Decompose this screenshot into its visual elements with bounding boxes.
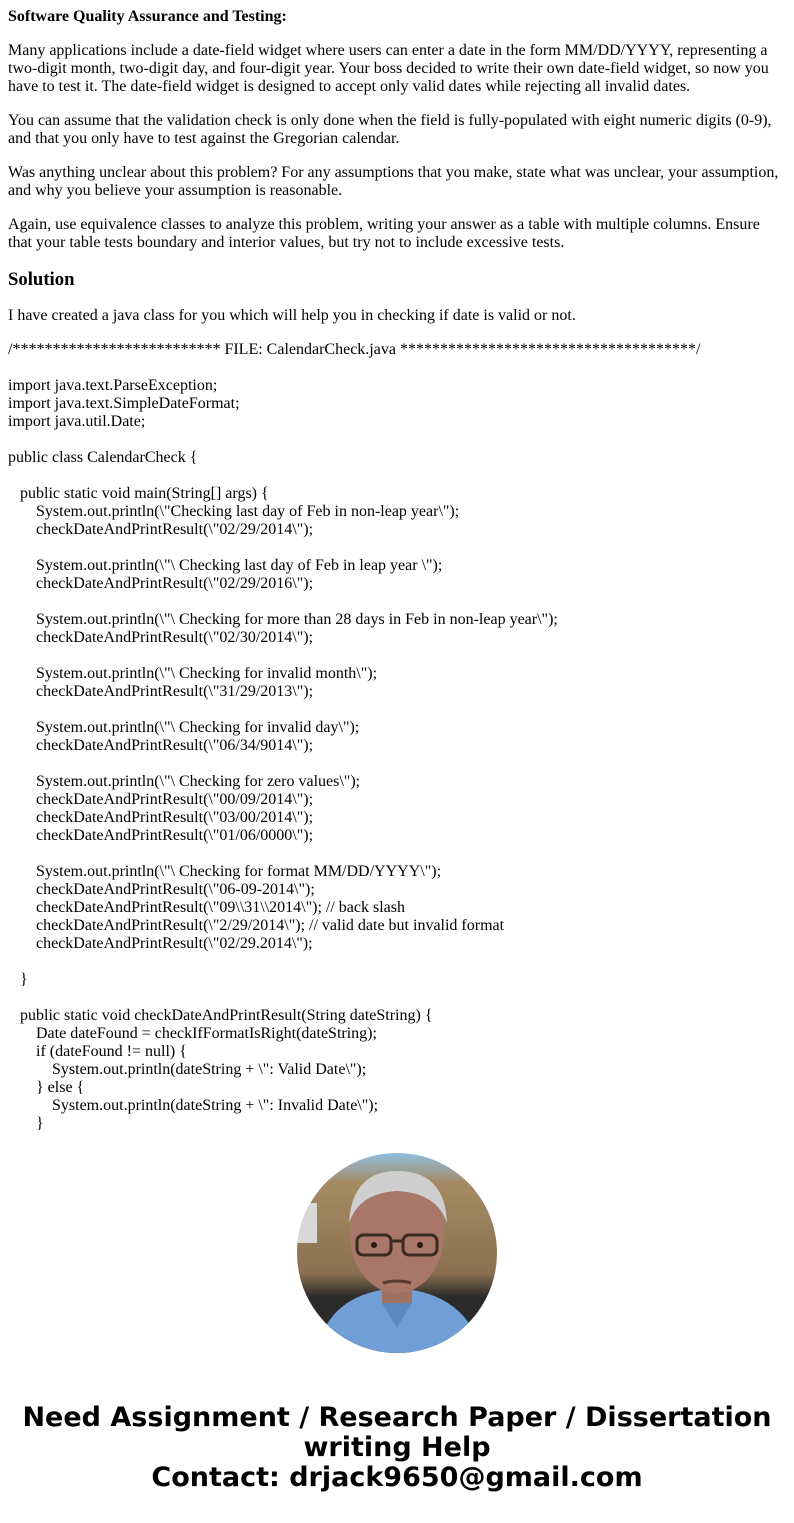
code-line [8, 989, 786, 1007]
code-line: checkDateAndPrintResult(\"03/00/2014\"); [8, 809, 314, 826]
code-line [8, 701, 786, 719]
code-line: } [8, 971, 28, 988]
code-line: System.out.println(dateString + \": Valid Date\"); [8, 1061, 367, 1078]
code-line: public static void checkDateAndPrintResult(String dateString) { [8, 1007, 433, 1024]
code-line: /************************** FILE: CalendarCheck.java *************************************/ [8, 341, 701, 358]
code-line: if (dateFound != null) { [8, 1043, 187, 1060]
code-line [8, 539, 786, 557]
code-line [8, 755, 786, 773]
code-line: checkDateAndPrintResult(\"02/29/2014\"); [8, 521, 314, 538]
code-line: System.out.println(\"\ Checking for invalid day\"); [8, 719, 360, 736]
code-line: public class CalendarCheck { [8, 449, 198, 466]
code-line: System.out.println(\"\ Checking for format MM/DD/YYYY\"); [8, 863, 442, 880]
code-line [8, 359, 786, 377]
code-line [8, 953, 786, 971]
code-line: System.out.println(\"\ Checking last day of Feb in leap year \"); [8, 557, 443, 574]
code-line: checkDateAndPrintResult(\"09\\31\\2014\"); // back slash [8, 899, 405, 916]
document-body [8, 0, 786, 1133]
solution-intro: I have created a java class for you which will help you in checking if date is valid or not. [8, 307, 576, 324]
promo-contact: Contact: drjack9650@gmail.com [151, 1462, 643, 1493]
promo-banner [0, 1403, 794, 1493]
code-line: import java.util.Date; [8, 413, 146, 430]
code-line: checkDateAndPrintResult(\"2/29/2014\"); // valid date but invalid format [8, 917, 505, 934]
code-line: } [8, 1115, 44, 1132]
document-title: Software Quality Assurance and Testing: [8, 8, 287, 25]
code-line: System.out.println(\"\ Checking for zero values\"); [8, 773, 361, 790]
paragraph-intro: Many applications include a date-field widget where users can enter a date in the form MM/DD/YYYY, representing a two-digit month, two-digit day, and four-digit year. Your boss decided to write their own date-field widget, so now you have to test it. The date-field widget is designed to accept only valid dates while rejecting all invalid dates. [8, 42, 769, 95]
code-line: checkDateAndPrintResult(\"02/30/2014\"); [8, 629, 314, 646]
promo-line-2: writing Help [303, 1432, 491, 1463]
code-line: checkDateAndPrintResult(\"02/29.2014\"); [8, 935, 313, 952]
code-line [8, 593, 786, 611]
author-photo-icon [297, 1153, 497, 1353]
code-line: System.out.println(\"\ Checking for invalid month\"); [8, 665, 378, 682]
paragraph-assumption: You can assume that the validation check is only done when the field is fully-populated with eight numeric digits (0-9), and that you only have to test against the Gregorian calendar. [8, 112, 772, 147]
code-line: System.out.println(\"\ Checking for more than 28 days in Feb in non-leap year\"); [8, 611, 558, 628]
code-line: checkDateAndPrintResult(\"31/29/2013\"); [8, 683, 314, 700]
code-line [8, 467, 786, 485]
code-line: } else { [8, 1079, 85, 1096]
paragraph-instructions: Again, use equivalence classes to analyze this problem, writing your answer as a table with multiple columns. Ensure that your table tests boundary and interior values, but try not to include excessive tests. [8, 216, 760, 251]
code-line [8, 647, 786, 665]
code-line [8, 431, 786, 449]
code-line: checkDateAndPrintResult(\"01/06/0000\"); [8, 827, 314, 844]
code-line: public static void main(String[] args) { [8, 485, 269, 502]
paragraph-unclear: Was anything unclear about this problem? For any assumptions that you make, state what was unclear, your assumption, and why you believe your assumption is reasonable. [8, 164, 779, 199]
promo-line-1: Need Assignment / Research Paper / Dissertation [22, 1402, 772, 1433]
code-listing [8, 341, 786, 1133]
code-line: checkDateAndPrintResult(\"06-09-2014\"); [8, 881, 315, 898]
code-line: import java.text.SimpleDateFormat; [8, 395, 240, 412]
code-line: Date dateFound = checkIfFormatIsRight(dateString); [8, 1025, 377, 1042]
code-line: checkDateAndPrintResult(\"06/34/9014\"); [8, 737, 314, 754]
code-line: import java.text.ParseException; [8, 377, 218, 394]
code-line: System.out.println(dateString + \": Invalid Date\"); [8, 1097, 379, 1114]
code-line: checkDateAndPrintResult(\"02/29/2016\"); [8, 575, 314, 592]
solution-heading: Solution [8, 269, 75, 290]
code-line [8, 845, 786, 863]
code-line: System.out.println(\"Checking last day of Feb in non-leap year\"); [8, 503, 460, 520]
avatar [297, 1153, 497, 1353]
code-line: checkDateAndPrintResult(\"00/09/2014\"); [8, 791, 314, 808]
